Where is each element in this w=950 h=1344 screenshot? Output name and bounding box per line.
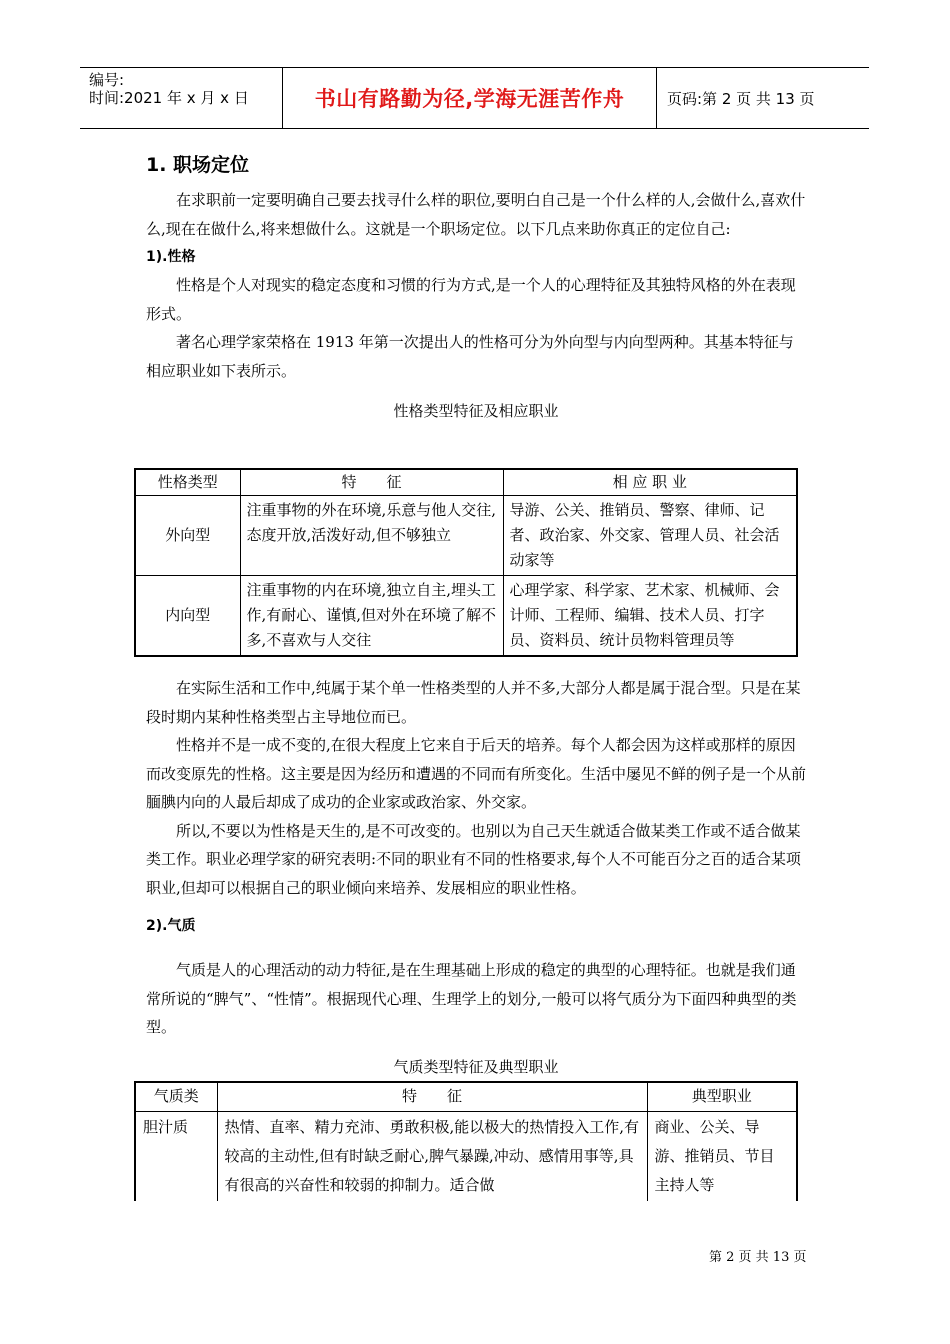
paragraph: 所以,不要以为性格是天生的,是不可改变的。也别以为自己天生就适合做某类工作或不适合做某类工作。职业必理学家的研究表明:不同的职业有不同的性格要求,每个人不可能百分之百的适合某项职业,但却可以根据自己的职业倾向来培养、发展相应的职业性格。 [146, 821, 801, 897]
subsection-temperament-title: 2).气质 [146, 918, 196, 934]
subsection-personality-title: 1).性格 [146, 249, 196, 265]
table1-caption: 性格类型特征及相应职业 [393, 402, 559, 420]
personality-paragraph-2: 著名心理学家荣格在 1913 年第一次提出人的性格可分为外向型与内向型两种。其基本特征与相应职业如下表所示。 [146, 333, 794, 380]
header-motto: 书山有路勤为径,学海无涯苦作舟 [282, 68, 657, 128]
table-cell-jobs: 心理学家、科学家、艺术家、机械师、会计师、工程师、编辑、技术人员、打字员、资料员、统计员物料管理员等 [503, 576, 797, 657]
table-cell-feature: 注重事物的内在环境,独立自主,埋头工作,有耐心、谨慎,但对外在环境了解不多,不喜欢与人交往 [240, 576, 503, 657]
table-row [135, 576, 797, 657]
page-footer: 第 2 页 共 13 页 [709, 1250, 807, 1265]
table-row [135, 1112, 797, 1202]
table-cell-type: 外向型 [135, 496, 240, 576]
intro-paragraph: 在求职前一定要明确自己要去找寻什么样的职位,要明白自己是一个什么样的人,会做什么,喜欢什么,现在在做什么,将来想做什么。这就是一个职场定位。以下几点来助你真正的定位自己: [146, 191, 806, 238]
table-cell-feature: 热情、直率、精力充沛、勇敢积极,能以极大的热情投入工作,有较高的主动性,但有时缺乏耐心,脾气暴躁,冲动、感情用事等,具有很高的兴奋性和较弱的抑制力。适合做 [217, 1112, 647, 1202]
section-title: 1. 职场定位 [146, 154, 250, 176]
table-cell-feature: 注重事物的外在环境,乐意与他人交往,态度开放,活泼好动,但不够独立 [240, 496, 503, 576]
table-header-cell: 相 应 职 业 [503, 469, 797, 496]
paragraph: 性格并不是一成不变的,在很大程度上它来自于后天的培养。每个人都会因为这样或那样的原因而改变原先的性格。这主要是因为经历和遭遇的不同而有所变化。生活中屡见不鲜的例子是一个从前腼腆内向的人最后却成了成功的企业家或政治家、外交家。 [146, 736, 807, 811]
paragraph: 在实际生活和工作中,纯属于某个单一性格类型的人并不多,大部分人都是属于混合型。只是在某段时期内某种性格类型占主导地位而已。 [146, 679, 801, 726]
table-header-cell: 典型职业 [647, 1082, 797, 1112]
table-header-row [135, 1082, 797, 1112]
table-header-cell: 性格类型 [135, 469, 240, 496]
table-header-cell: 特 征 [217, 1082, 647, 1112]
table-header-cell: 气质类 [135, 1082, 217, 1112]
temperament-paragraph: 气质是人的心理活动的动力特征,是在生理基础上形成的稳定的典型的心理特征。也就是我们通常所说的“脾气”、“性情”。根据现代心理、生理学上的划分,一般可以将气质分为下面四种典型的类型。 [146, 961, 797, 1036]
table2-caption: 气质类型特征及典型职业 [393, 1057, 559, 1076]
header-left-cell [80, 68, 282, 128]
table-cell-type: 胆汁质 [135, 1112, 217, 1202]
header-date: 时间:2021 年 x 月 x 日 [89, 89, 249, 107]
table-row [135, 496, 797, 576]
temperament-table [134, 1081, 798, 1201]
table-header-cell: 特 征 [240, 469, 503, 496]
personality-table [134, 468, 798, 657]
content-continued [146, 674, 806, 1077]
personality-paragraph-1: 性格是个人对现实的稳定态度和习惯的行为方式,是一个人的心理特征及其独特风格的外在表现形式。 [146, 276, 796, 323]
table-cell-jobs: 商业、公关、导游、推销员、节目主持人等 [647, 1112, 797, 1202]
main-content [146, 150, 806, 421]
table-cell-jobs: 导游、公关、推销员、警察、律师、记者、政治家、外交家、管理人员、社会活动家等 [503, 496, 797, 576]
table-header-row [135, 469, 797, 496]
header-page-number: 页码:第 2 页 共 13 页 [667, 89, 815, 108]
page-header [80, 67, 869, 129]
header-number: 编号: [89, 71, 125, 89]
table-cell-type: 内向型 [135, 576, 240, 657]
